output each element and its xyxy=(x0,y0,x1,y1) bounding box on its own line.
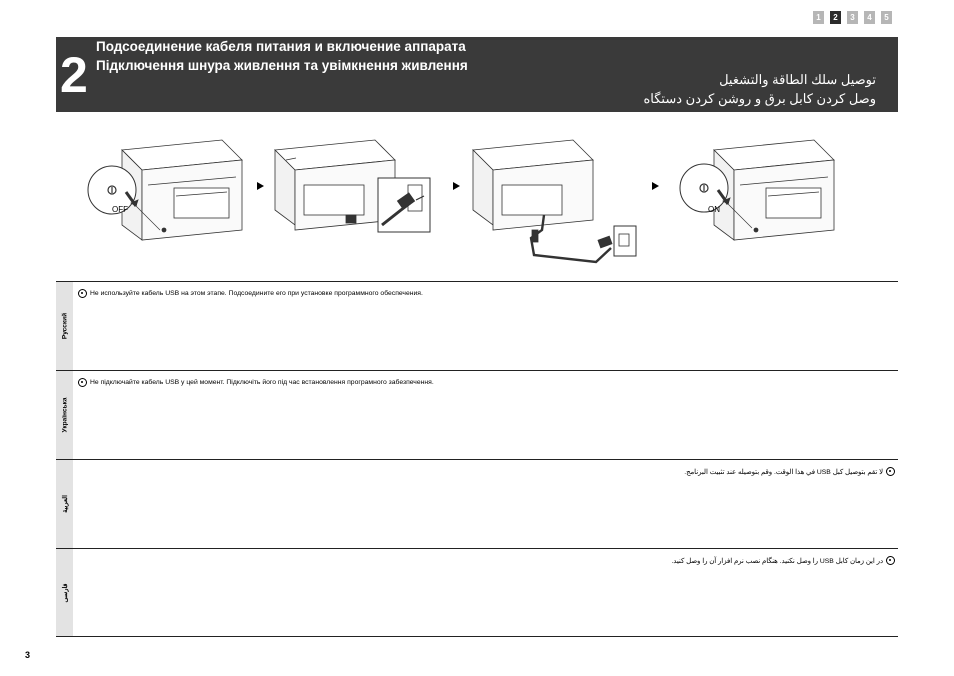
important-icon xyxy=(78,289,87,298)
step-arrow-1 xyxy=(257,182,264,190)
off-label: OFF xyxy=(112,205,128,214)
printer-front-off-illustration xyxy=(88,140,242,240)
note-ukrainian xyxy=(78,378,434,387)
note-text: در این زمان کابل USB را وصل نکنید. هنگام نصب نرم افزار آن را وصل کنید. xyxy=(671,557,883,565)
page-link-2[interactable]: 2 xyxy=(830,11,841,24)
note-text: لا تقم بتوصيل كبل USB في هذا الوقت. وقم بتوصيله عند تثبيت البرنامج. xyxy=(684,468,883,476)
title-ukrainian: Підключення шнура живлення та увімкнення живлення xyxy=(96,58,468,73)
printer-illustrations xyxy=(56,130,898,270)
important-icon xyxy=(78,378,87,387)
page-navigation xyxy=(813,11,892,24)
page-link-3[interactable]: 3 xyxy=(847,11,858,24)
step-arrow-2 xyxy=(453,182,460,190)
important-icon xyxy=(886,467,895,476)
on-label: ON xyxy=(708,205,720,214)
illustration-strip xyxy=(56,130,898,270)
title-russian: Подсоединение кабеля питания и включение аппарата xyxy=(96,39,466,54)
note-arabic xyxy=(684,467,895,476)
page-link-4[interactable]: 4 xyxy=(864,11,875,24)
lang-label: فارسی xyxy=(61,582,69,603)
lang-tab-russian xyxy=(56,282,73,370)
important-icon xyxy=(886,556,895,565)
lang-label: Русский xyxy=(61,312,68,340)
title-arabic: توصيل سلك الطاقة والتشغيل xyxy=(719,72,876,87)
page-link-1[interactable]: 1 xyxy=(813,11,824,24)
section-arabic xyxy=(56,459,898,548)
section-russian xyxy=(56,281,898,370)
lang-label: العربية xyxy=(61,495,69,513)
note-text: Не используйте кабель USB на этом этапе. Подсоедините его при установке программного обеспечения. xyxy=(90,290,423,297)
printer-rear-outlet-illustration xyxy=(473,140,636,262)
lang-tab-ukrainian xyxy=(56,371,73,459)
printer-rear-plug-illustration xyxy=(275,140,430,232)
page-number: 3 xyxy=(25,650,31,660)
section-ukrainian xyxy=(56,370,898,459)
lang-tab-arabic xyxy=(56,460,73,548)
step-arrow-3 xyxy=(652,182,659,190)
note-russian xyxy=(78,289,423,298)
note-text: Не підключайте кабель USB у цей момент. Підключіть його під час встановлення програмного забезпечення. xyxy=(90,379,434,386)
step-number: 2 xyxy=(60,47,88,103)
note-persian xyxy=(671,556,895,565)
step-header xyxy=(56,37,898,112)
printer-front-on-illustration xyxy=(680,140,834,240)
section-persian xyxy=(56,548,898,637)
lang-label: Українська xyxy=(61,397,68,433)
page-link-5[interactable]: 5 xyxy=(881,11,892,24)
language-notes xyxy=(56,281,898,637)
lang-tab-persian xyxy=(56,549,73,636)
title-persian: وصل کردن کابل برق و روشن کردن دستگاه xyxy=(643,91,876,106)
